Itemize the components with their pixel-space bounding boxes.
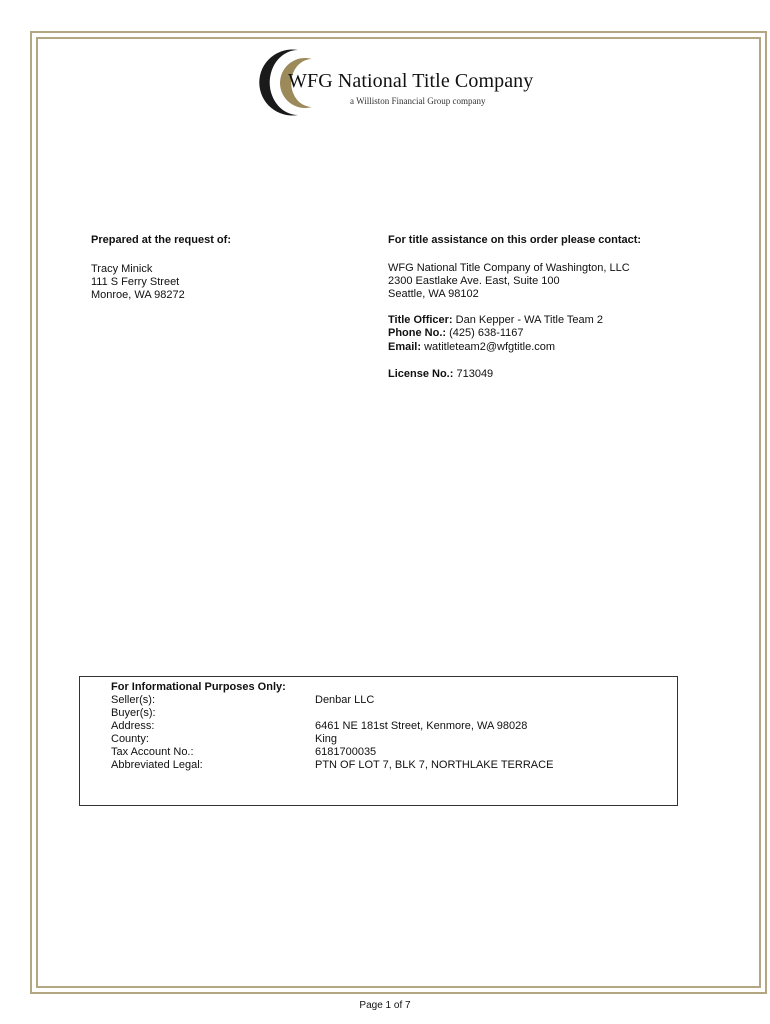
seller-value: Denbar LLC [315, 694, 375, 706]
license-value: 713049 [456, 368, 494, 380]
email-value[interactable]: watitleteam2@wfgtitle.com [424, 341, 556, 353]
email-line [388, 341, 555, 354]
contact-heading: For title assistance on this order please contact: [388, 234, 642, 246]
company-logo [246, 45, 546, 120]
title-officer-line [388, 314, 603, 327]
phone-line [388, 327, 524, 340]
logo-company-name: WFG National Title Company [288, 70, 534, 92]
buyer-label: Buyer(s): [111, 707, 156, 719]
legal-label: Abbreviated Legal: [111, 759, 203, 771]
tax-account-value: 6181700035 [315, 746, 377, 758]
phone-value: (425) 638-1167 [449, 327, 524, 339]
tax-account-label: Tax Account No.: [111, 746, 194, 758]
requester-city: Monroe, WA 98272 [91, 289, 185, 301]
title-officer-label: Title Officer: [388, 314, 453, 326]
county-label: County: [111, 733, 149, 745]
county-value: King [315, 733, 338, 745]
requester-street: 111 S Ferry Street [91, 276, 180, 288]
address-value: 6461 NE 181st Street, Kenmore, WA 98028 [315, 720, 528, 732]
email-label: Email: [388, 341, 422, 353]
phone-label: Phone No.: [388, 327, 447, 339]
info-box-heading: For Informational Purposes Only: [111, 681, 286, 693]
title-officer-value: Dan Kepper - WA Title Team 2 [455, 314, 604, 326]
contact-company: WFG National Title Company of Washington, LLC [388, 262, 630, 274]
logo-tagline: a Williston Financial Group company [350, 96, 486, 106]
contact-street: 2300 Eastlake Ave. East, Suite 100 [388, 275, 560, 287]
requester-name: Tracy Minick [91, 263, 153, 275]
requester-heading: Prepared at the request of: [91, 234, 231, 246]
seller-label: Seller(s): [111, 694, 156, 706]
legal-value: PTN OF LOT 7, BLK 7, NORTHLAKE TERRACE [315, 759, 554, 771]
address-label: Address: [111, 720, 155, 732]
contact-city: Seattle, WA 98102 [388, 288, 479, 300]
page-border-inner [36, 37, 761, 988]
page-number: Page 1 of 7 [359, 1000, 411, 1011]
license-line [388, 368, 493, 381]
license-label: License No.: [388, 368, 454, 380]
informational-box [79, 676, 678, 806]
